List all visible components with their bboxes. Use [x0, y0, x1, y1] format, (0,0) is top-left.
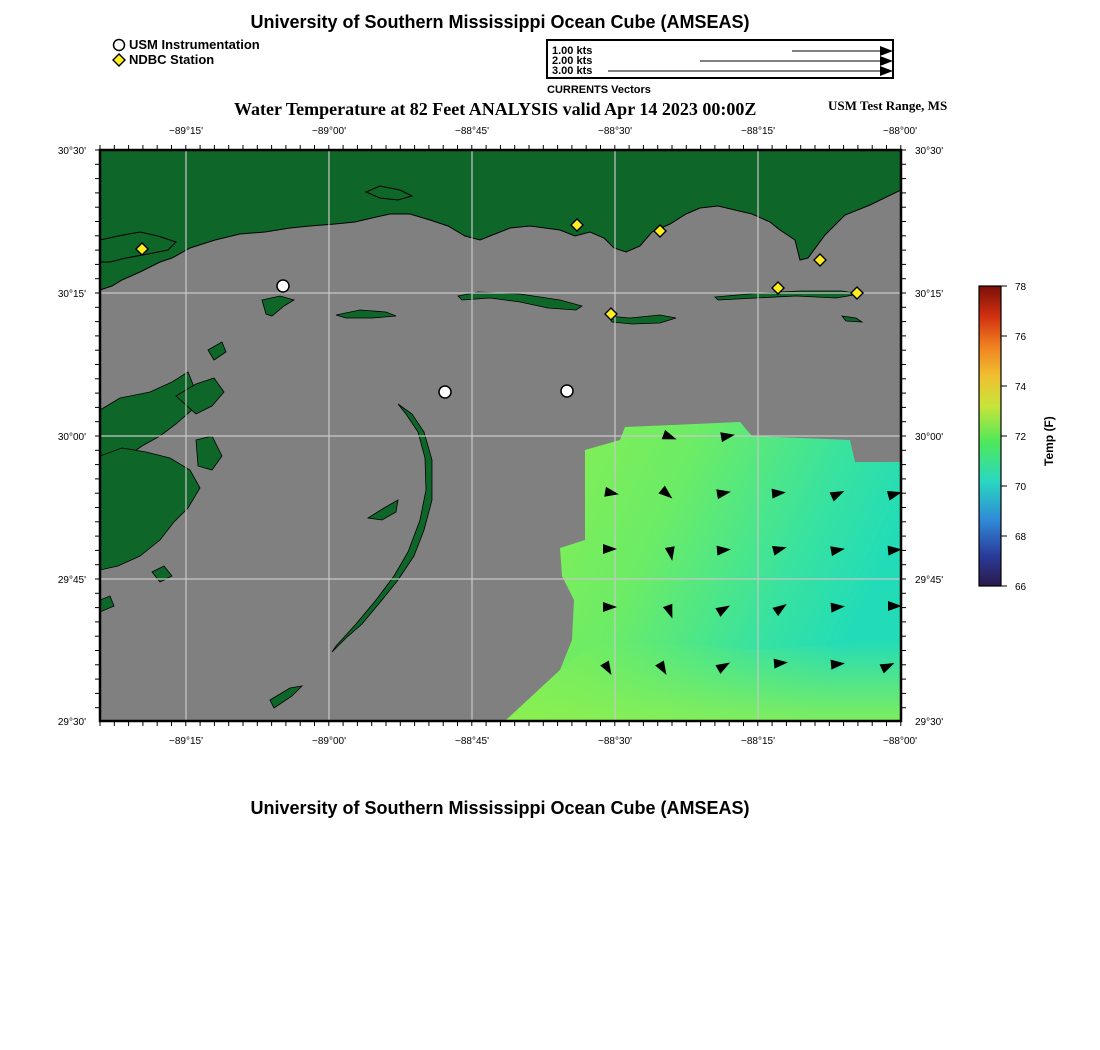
colorbar-tick-label: 70	[1015, 482, 1027, 493]
vector-caption: CURRENTS Vectors	[547, 84, 651, 96]
colorbar	[979, 282, 1027, 593]
x-tick-label: −89°15'	[169, 736, 203, 747]
usm-station-marker	[561, 385, 573, 397]
map-subtitle: Water Temperature at 82 Feet ANALYSIS valid Apr 14 2023 00:00Z	[234, 99, 757, 119]
y-tick-label: 30°15'	[57, 289, 86, 300]
footer-title: University of Southern Mississippi Ocean Cube (AMSEAS)	[250, 798, 750, 818]
y-tick-label: 30°00'	[915, 432, 944, 443]
legend-usm-label: USM Instrumentation	[129, 37, 260, 52]
usm-station-marker	[277, 280, 289, 292]
vector-scale-label: 2.00 kts	[552, 55, 593, 67]
x-tick-label: −88°30'	[598, 126, 632, 137]
colorbar-tick-label: 72	[1015, 432, 1027, 443]
y-tick-label: 29°45'	[915, 575, 944, 586]
colorbar-tick-label: 74	[1015, 382, 1027, 393]
y-tick-label: 30°00'	[57, 432, 86, 443]
x-tick-label: −89°00'	[312, 126, 346, 137]
colorbar-scale	[979, 286, 1001, 586]
y-axis-left-labels	[58, 146, 86, 728]
x-tick-label: −88°45'	[455, 126, 489, 137]
colorbar-tick-label: 76	[1015, 332, 1027, 343]
map-title: University of Southern Mississippi Ocean Cube (AMSEAS)	[250, 12, 750, 32]
legend-ndbc-label: NDBC Station	[129, 52, 215, 67]
y-tick-label: 29°30'	[57, 717, 86, 728]
x-tick-label: −88°15'	[741, 126, 775, 137]
y-tick-label: 30°30'	[915, 146, 944, 157]
vector-scale-label: 1.00 kts	[552, 45, 593, 57]
y-tick-label: 29°30'	[915, 717, 944, 728]
region-label: USM Test Range, MS	[828, 98, 948, 113]
usm-station-marker	[439, 386, 451, 398]
x-axis-top-labels	[169, 126, 917, 137]
x-axis-bottom-labels	[169, 736, 917, 747]
y-axis-right-labels	[915, 146, 943, 728]
x-tick-label: −88°15'	[741, 736, 775, 747]
y-tick-label: 29°45'	[57, 575, 86, 586]
vector-scale-label: 3.00 kts	[552, 65, 593, 77]
colorbar-tick-label: 68	[1015, 532, 1027, 543]
x-tick-label: −88°45'	[455, 736, 489, 747]
y-tick-label: 30°15'	[915, 289, 944, 300]
x-tick-label: −88°00'	[883, 126, 917, 137]
colorbar-tick-label: 78	[1015, 282, 1027, 293]
x-tick-label: −89°15'	[169, 126, 203, 137]
colorbar-title: Temp (F)	[1042, 416, 1056, 466]
x-tick-label: −88°30'	[598, 736, 632, 747]
y-tick-label: 30°30'	[57, 146, 86, 157]
x-tick-label: −88°00'	[883, 736, 917, 747]
colorbar-tick-label: 66	[1015, 582, 1027, 593]
x-tick-label: −89°00'	[312, 736, 346, 747]
